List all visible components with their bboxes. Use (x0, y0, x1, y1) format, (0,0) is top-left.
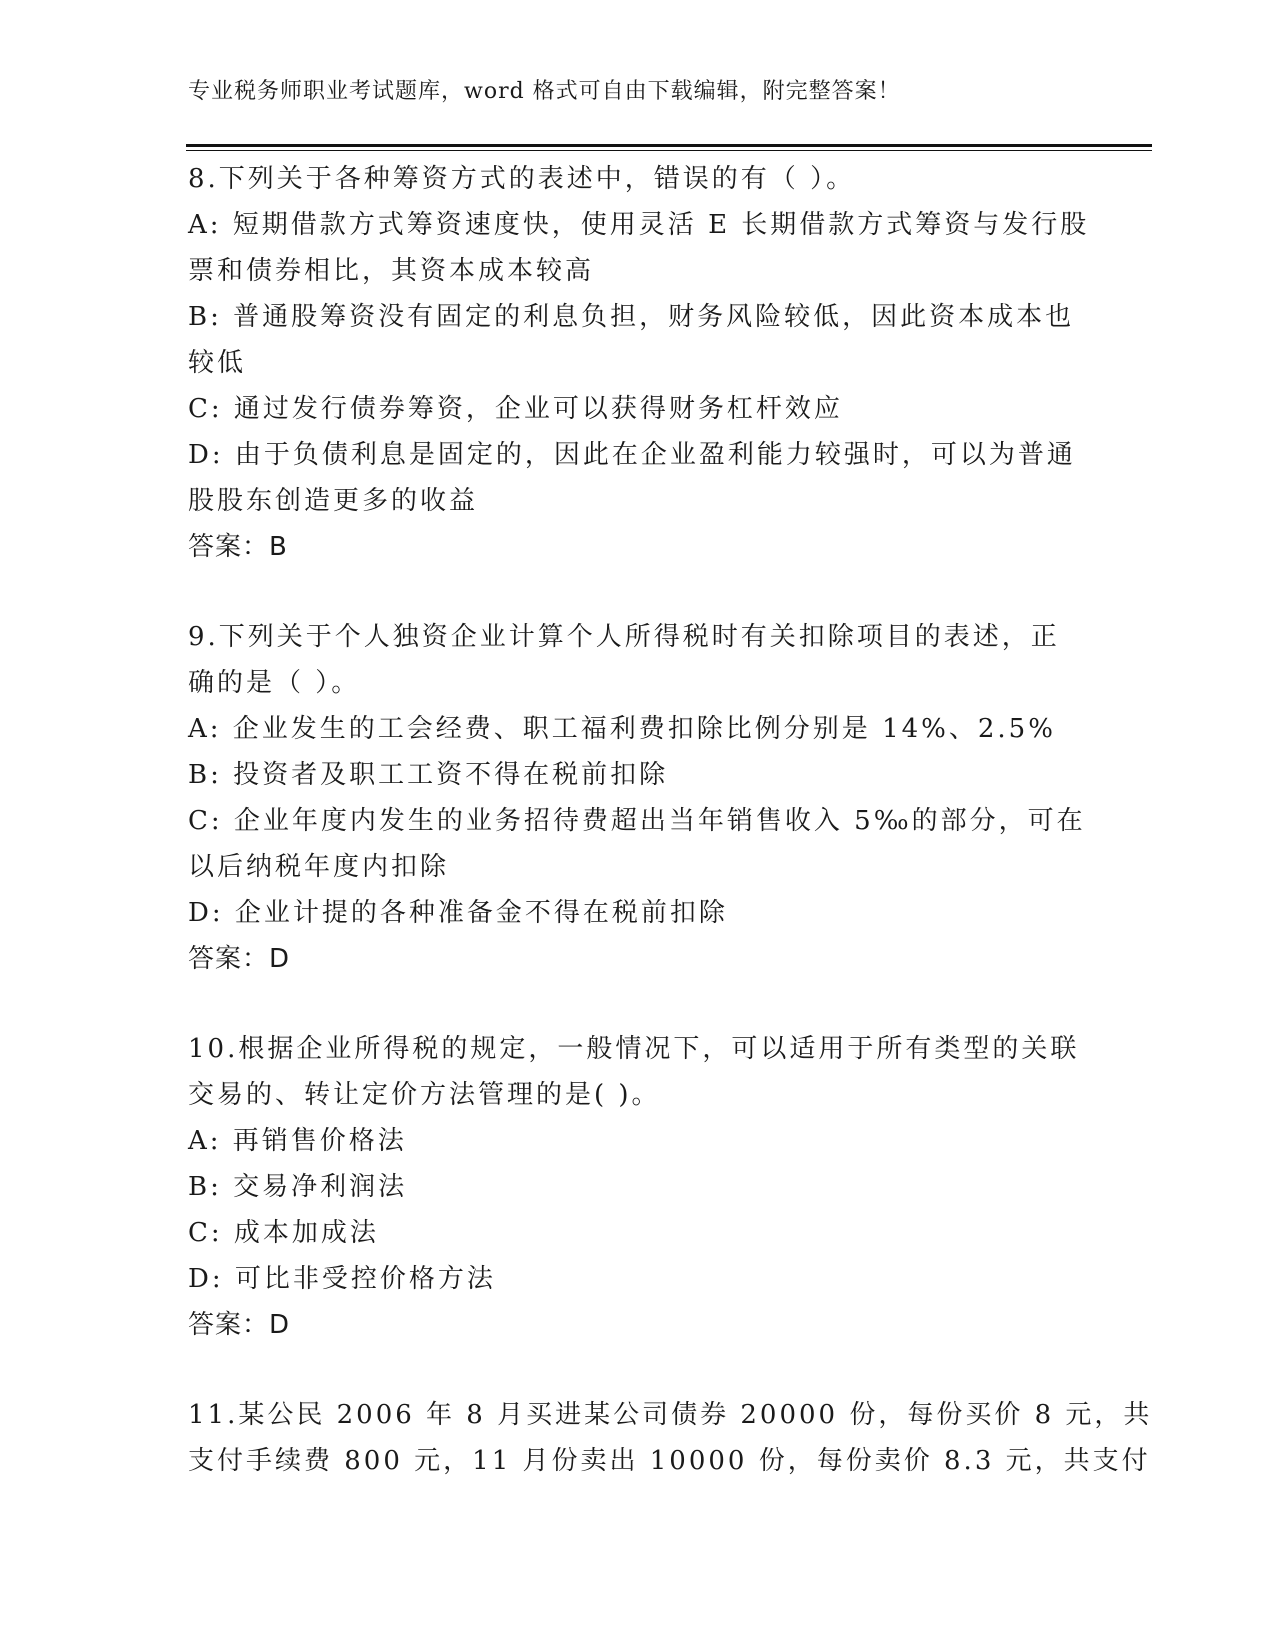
spacer (188, 1348, 1083, 1392)
answer: 答案：B (188, 532, 288, 562)
header-rule-thin (186, 150, 1152, 151)
option-d-cont: 股股东创造更多的收益 (188, 486, 479, 516)
question-stem-cont: 交易的、转让定价方法管理的是( )。 (188, 1080, 661, 1110)
option-c-cont: 以后纳税年度内扣除 (188, 852, 450, 882)
question-10 (188, 1026, 1083, 1348)
option-a: A: 短期借款方式筹资速度快，使用灵活 E 长期借款方式筹资与发行股 (188, 210, 1090, 240)
header-rule-thick (186, 144, 1152, 147)
question-stem-cont: 确的是（ ）。 (188, 668, 361, 698)
option-b: B: 投资者及职工工资不得在税前扣除 (188, 760, 669, 790)
answer: 答案：D (188, 1310, 291, 1340)
spacer (188, 982, 1083, 1026)
question-stem: 9.下列关于个人独资企业计算个人所得税时有关扣除项目的表述，正 (188, 622, 1060, 652)
question-9 (188, 614, 1086, 982)
question-stem: 8.下列关于各种筹资方式的表述中，错误的有（ ）。 (188, 164, 856, 194)
question-stem-cont: 支付手续费 800 元，11 月份卖出 10000 份，每份卖价 8.3 元，共支付 (188, 1446, 1151, 1476)
option-c: C: 企业年度内发生的业务招待费超出当年销售收入 5‰的部分，可在 (188, 806, 1086, 836)
page-header: 专业税务师职业考试题库，word 格式可自由下载编辑，附完整答案！ (188, 79, 901, 104)
option-a-cont: 票和债券相比，其资本成本较高 (188, 256, 595, 286)
option-c: C: 通过发行债券筹资，企业可以获得财务杠杆效应 (188, 394, 843, 424)
option-b: B: 交易净利润法 (188, 1172, 408, 1202)
option-b-cont: 较低 (188, 348, 247, 378)
question-8 (188, 156, 1090, 570)
option-a: A: 企业发生的工会经费、职工福利费扣除比例分别是 14%、2.5% (188, 714, 1056, 744)
question-list (188, 156, 1153, 1484)
option-a: A: 再销售价格法 (188, 1126, 407, 1156)
option-d: D: 企业计提的各种准备金不得在税前扣除 (188, 898, 728, 928)
option-c: C: 成本加成法 (188, 1218, 379, 1248)
option-b: B: 普通股筹资没有固定的利息负担，财务风险较低，因此资本成本也 (188, 302, 1075, 332)
question-stem: 10.根据企业所得税的规定，一般情况下，可以适用于所有类型的关联 (188, 1034, 1080, 1064)
question-stem: 11.某公民 2006 年 8 月买进某公司债券 20000 份，每份买价 8 元，共 (188, 1400, 1153, 1430)
spacer (188, 570, 1083, 614)
question-11 (188, 1392, 1153, 1484)
answer: 答案：D (188, 944, 291, 974)
option-d: D: 由于负债利息是固定的，因此在企业盈利能力较强时，可以为普通 (188, 440, 1076, 470)
option-d: D: 可比非受控价格方法 (188, 1264, 496, 1294)
